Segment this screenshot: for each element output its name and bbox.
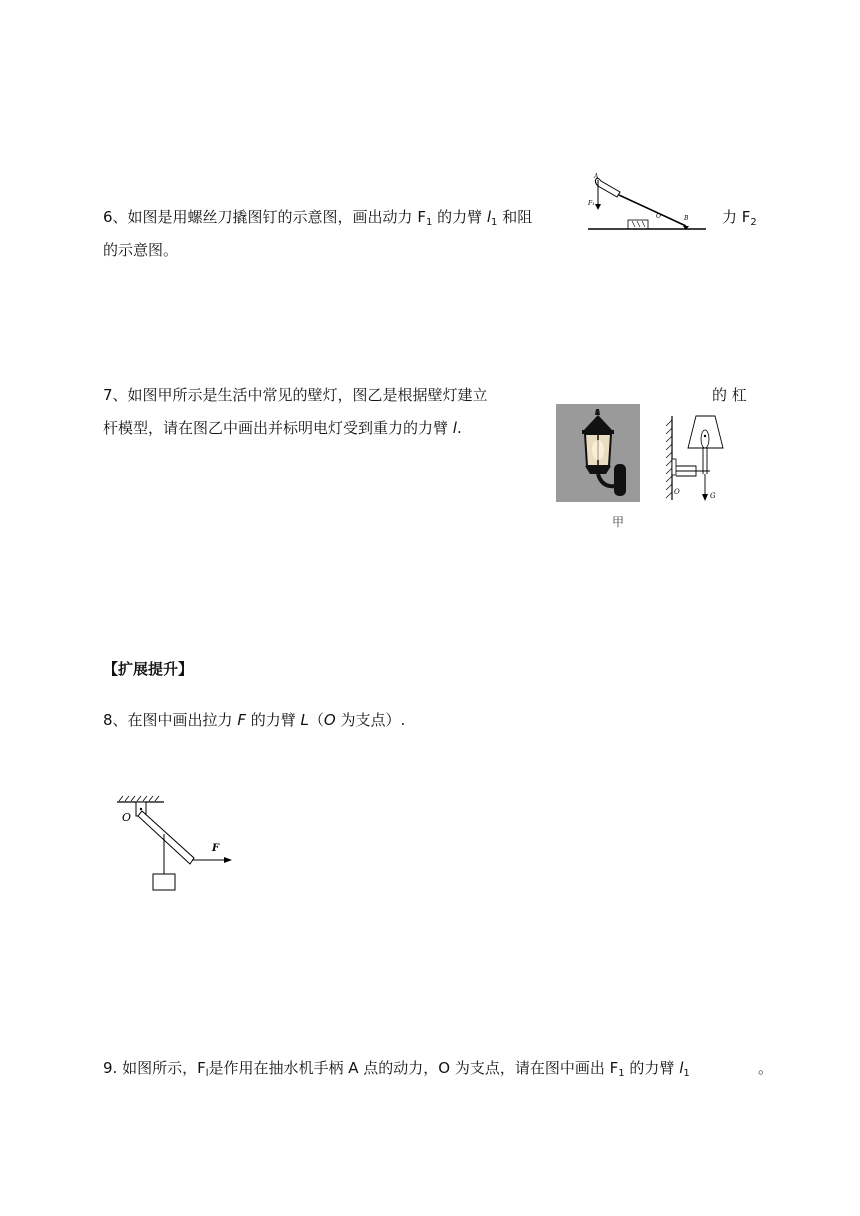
lever-bar bbox=[138, 811, 194, 864]
q8-text-a: 8、在图中画出拉力 bbox=[103, 711, 238, 729]
q6-text-b: 的力臂 bbox=[432, 208, 487, 226]
q8-F-symbol: F bbox=[237, 711, 246, 729]
screwdriver-figure bbox=[584, 168, 712, 234]
lamp-lever-model bbox=[662, 404, 738, 504]
q7-line2 bbox=[103, 418, 462, 438]
pivot-dot bbox=[140, 808, 142, 810]
lever-pull-figure bbox=[112, 794, 242, 894]
label-O: O bbox=[656, 213, 661, 220]
q8-line bbox=[103, 710, 405, 730]
label-A: A bbox=[594, 173, 599, 180]
q9-sub-l: l bbox=[205, 1068, 209, 1079]
q9-sub-l1: 1 bbox=[683, 1068, 690, 1079]
label-F1: F₁ bbox=[588, 200, 595, 207]
q7-text-b: 的 杠 bbox=[712, 386, 747, 404]
lamp-bulb bbox=[701, 430, 709, 448]
wall-hatching bbox=[666, 420, 672, 498]
q8-L-symbol: L bbox=[300, 711, 309, 729]
screwdriver-handle bbox=[595, 178, 620, 197]
q9-text-c: 的力臂 bbox=[624, 1059, 680, 1077]
q6-sub-l1: 1 bbox=[491, 217, 498, 228]
q8-paren: （ bbox=[308, 711, 324, 729]
label-G: G bbox=[710, 492, 716, 500]
q7-fig-jia-label bbox=[612, 512, 625, 529]
q6-sub-f2: 2 bbox=[750, 217, 757, 228]
section-title: 【扩展提升】 bbox=[103, 660, 194, 678]
q6-text-e: 的示意图。 bbox=[103, 241, 179, 259]
q6-line2 bbox=[103, 240, 178, 260]
label-O: O bbox=[674, 488, 680, 496]
q9-l-symbol: l bbox=[679, 1059, 684, 1077]
q8-text-c: 为支点）. bbox=[335, 711, 406, 729]
q9-text-b: 是作用在抽水机手柄 A 点的动力，O 为支点，请在图中画出 F bbox=[208, 1059, 619, 1077]
section-heading bbox=[103, 659, 193, 679]
pull-force-arrowhead bbox=[224, 857, 232, 863]
lamp-glow bbox=[592, 440, 604, 460]
f1-arrowhead bbox=[595, 204, 601, 210]
q7-text-d: . bbox=[456, 419, 462, 437]
label-F: F bbox=[212, 843, 220, 854]
q7-line1 bbox=[103, 385, 488, 405]
q9-text-d: 。 bbox=[758, 1059, 774, 1077]
gravity-arrowhead bbox=[702, 494, 708, 501]
q9-line bbox=[103, 1058, 690, 1084]
label-O: O bbox=[122, 811, 132, 824]
ceiling-hatching bbox=[119, 796, 159, 801]
q6-line1 bbox=[103, 207, 532, 233]
q9-sub-1: 1 bbox=[618, 1068, 625, 1079]
q8-O-symbol: O bbox=[323, 711, 336, 729]
block-hatching bbox=[632, 221, 645, 227]
q9-line-end bbox=[758, 1058, 773, 1078]
q7-text-c: 杆模型，请在图乙中画出并标明电灯受到重力的力臂 bbox=[103, 419, 453, 437]
lamp-wall-plate bbox=[614, 464, 626, 496]
q8-text-b: 的力臂 bbox=[245, 711, 301, 729]
q9-text-a: 9. 如图所示，F bbox=[103, 1059, 206, 1077]
q6-line1-tail bbox=[722, 207, 757, 233]
q6-text-c: 和阻 bbox=[497, 208, 533, 226]
center-of-gravity-dot bbox=[704, 435, 706, 437]
board-block bbox=[628, 220, 648, 229]
q6-text-a: 6、如图是用螺丝刀撬图钉的示意图，画出动力 F bbox=[103, 208, 426, 226]
q7-text-a: 7、如图甲所示是生活中常见的壁灯，图乙是根据壁灯建立 bbox=[103, 386, 488, 404]
q6-sub-f1: 1 bbox=[425, 217, 433, 228]
q7-l-symbol: l bbox=[452, 419, 457, 437]
label-B: B bbox=[684, 215, 689, 222]
bracket-plate bbox=[672, 459, 676, 475]
q7-line1-tail bbox=[712, 385, 747, 405]
q6-l-symbol: l bbox=[486, 208, 492, 226]
jia-label: 甲 bbox=[612, 515, 625, 529]
q6-text-d: 力 F bbox=[722, 208, 751, 226]
wall-lamp-photo bbox=[556, 404, 640, 502]
screwdriver-shaft bbox=[619, 195, 686, 226]
hanging-weight bbox=[153, 874, 175, 890]
